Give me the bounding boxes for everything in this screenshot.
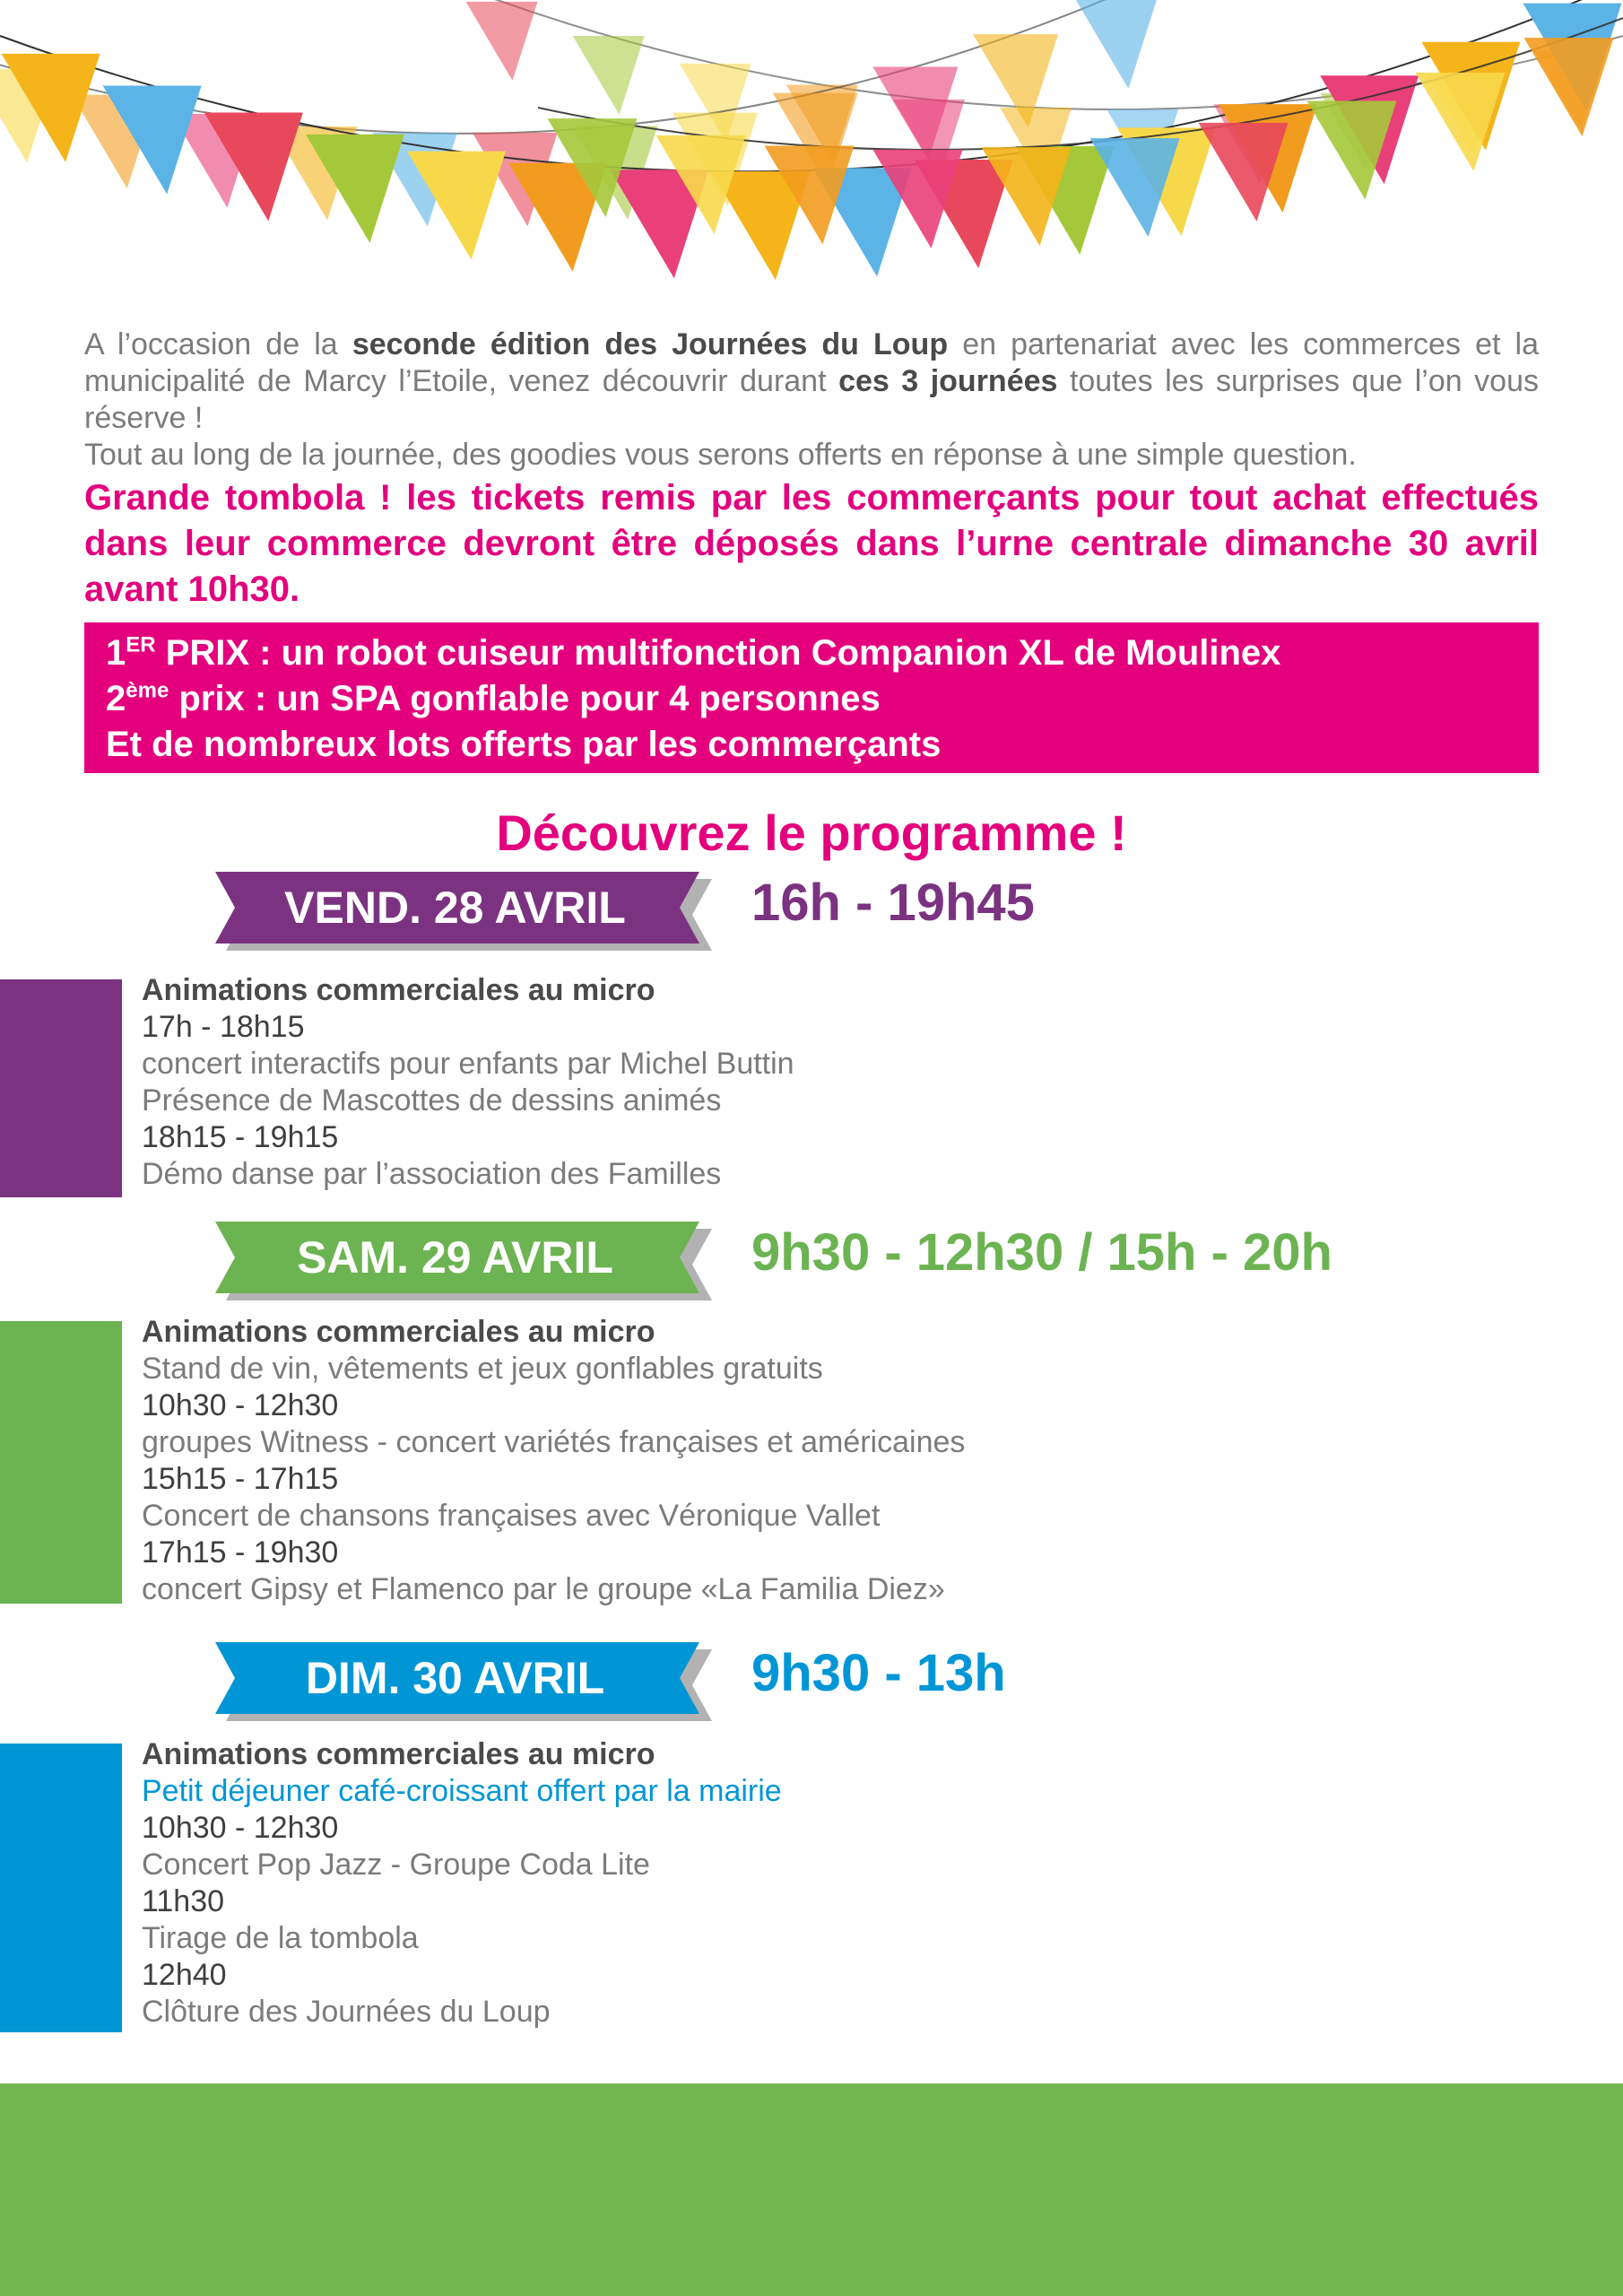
event-description: Concert de chansons françaises avec Véronique Vallet xyxy=(142,1499,881,1533)
event-description: concert interactifs pour enfants par Michel Buttin xyxy=(142,1047,794,1081)
program-title: Découvrez le programme ! xyxy=(496,804,1127,861)
bunting-flag xyxy=(466,2,538,81)
event-time: 11h30 xyxy=(142,1884,225,1918)
footer-band xyxy=(0,2083,1623,2296)
bunting-flag xyxy=(1524,38,1614,136)
event-description: concert Gipsy et Flamenco par le groupe «La Familia Diez» xyxy=(142,1572,945,1606)
tombola-announcement: Grande tombola ! les tickets remis par les commerçants pour tout achat effectués dans leur commerce devront être déposés dans l’urne centrale dimanche 30 avril avant 10h30. xyxy=(84,478,1539,609)
event-description: Clôture des Journées du Loup xyxy=(142,1995,551,2029)
bunting-flag xyxy=(573,36,645,115)
day-hours: 9h30 - 12h30 / 15h - 20h xyxy=(751,1223,1332,1282)
other-prizes: Et de nombreux lots offerts par les commerçants xyxy=(106,725,942,764)
goodies-text: Tout au long de la journée, des goodies vous serons offerts en réponse à une simple question. xyxy=(84,438,1357,472)
event-description: Petit déjeuner café-croissant offert par la mairie xyxy=(142,1774,782,1808)
day-label: SAM. 29 AVRIL xyxy=(297,1232,613,1283)
event-time: 10h30 - 12h30 xyxy=(142,1811,339,1845)
bunting-decoration xyxy=(0,0,1623,323)
second-prize: 2ème prix : un SPA gonflable pour 4 personnes xyxy=(106,678,881,718)
day-color-bar xyxy=(0,1744,122,2032)
day-hours: 16h - 19h45 xyxy=(751,874,1035,932)
day-color-bar xyxy=(0,979,122,1197)
event-description: groupes Witness - concert variétés françaises et américaines xyxy=(142,1425,966,1459)
intro-text: toutes les surprises que l’on vous réserve ! xyxy=(84,364,1539,435)
day-label: DIM. 30 AVRIL xyxy=(305,1653,605,1703)
day-color-bar xyxy=(0,1321,122,1604)
event-description: Démo danse par l’association des Familles xyxy=(142,1157,722,1191)
prize-box xyxy=(84,622,1539,773)
event-heading: Animations commerciales au micro xyxy=(142,973,655,1007)
first-prize: 1ER PRIX : un robot cuiseur multifonction Companion XL de Moulinex xyxy=(106,632,1281,673)
day-hours: 9h30 - 13h xyxy=(751,1644,1006,1702)
bunting-flag xyxy=(1073,0,1159,89)
day-ribbon-saturday xyxy=(215,1220,717,1300)
event-time: 12h40 xyxy=(142,1958,227,1992)
day-events xyxy=(142,1314,965,1608)
event-heading: Animations commerciales au micro xyxy=(142,1315,655,1349)
event-description: Tirage de la tombola xyxy=(142,1921,419,1955)
day-events xyxy=(142,1736,782,2031)
day-ribbon-sunday xyxy=(215,1640,717,1721)
event-time: 15h15 - 17h15 xyxy=(142,1462,339,1496)
event-heading: Animations commerciales au micro xyxy=(142,1737,655,1771)
event-description: Présence de Mascottes de dessins animés xyxy=(142,1083,722,1118)
intro-emphasis-edition: seconde édition des Journées du Loup xyxy=(352,327,949,361)
intro-emphasis-days: ces 3 journées xyxy=(838,364,1058,398)
event-time: 10h30 - 12h30 xyxy=(142,1388,339,1422)
event-time: 17h - 18h15 xyxy=(142,1010,305,1044)
event-time: 18h15 - 19h15 xyxy=(142,1120,339,1154)
day-label: VEND. 28 AVRIL xyxy=(284,883,626,933)
day-ribbon-friday xyxy=(215,870,717,951)
intro-text: en partenariat avec les commerces et la municipalité de Marcy l’Etoile, venez découvrir durant xyxy=(84,327,1539,398)
intro-text: A l’occasion de la xyxy=(84,327,352,361)
event-time: 17h15 - 19h30 xyxy=(142,1535,339,1570)
day-events xyxy=(142,972,794,1193)
event-description: Stand de vin, vêtements et jeux gonflables gratuits xyxy=(142,1352,823,1386)
intro-paragraph xyxy=(84,326,1539,437)
event-description: Concert Pop Jazz - Groupe Coda Lite xyxy=(142,1848,650,1882)
